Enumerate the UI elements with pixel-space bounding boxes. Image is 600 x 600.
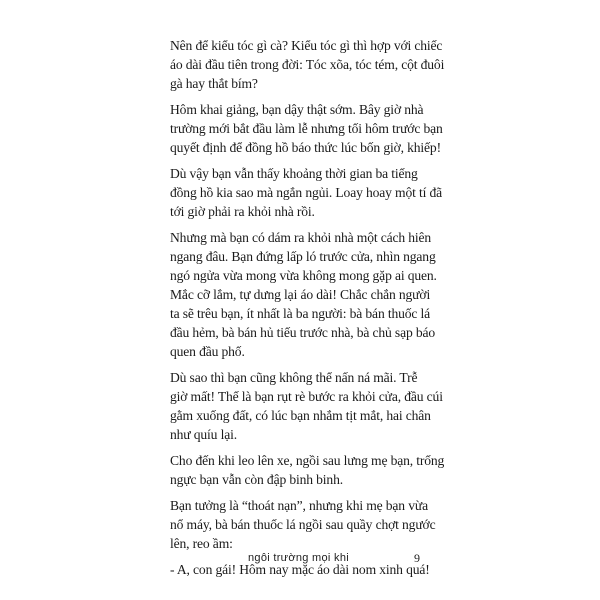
text-line: đầu hẻm, bà bán hủ tiếu trước nhà, bà chủ sạp báo	[170, 325, 436, 340]
text-line: như quíu lại.	[170, 427, 237, 442]
text-line: ngang đâu. Bạn đứng lấp ló trước cửa, nhìn ngang	[170, 249, 436, 264]
text-line: ta sẽ trêu bạn, ít nhất là ba người: bà bán thuốc lá	[170, 306, 431, 321]
text-line: áo dài đầu tiên trong đời: Tóc xõa, tóc tém, cột đuôi	[170, 57, 445, 72]
paragraph	[170, 100, 443, 157]
text-line: ngực bạn vẫn còn đập binh binh.	[170, 472, 343, 487]
text-line: ngó ngửa vừa mong vừa không mong gặp ai quen.	[170, 268, 437, 283]
text-line: Nên để kiểu tóc gì cà? Kiểu tóc gì thì hợp với chiếc	[170, 38, 443, 53]
text-line: gà hay thắt bím?	[170, 76, 258, 91]
text-line: Mắc cỡ lắm, tự dưng lại áo dài! Chắc chắn người	[170, 287, 431, 302]
text-line: nổ máy, bà bán thuốc lá ngồi sau quầy chợt ngước	[170, 517, 436, 532]
text-line: Dù vậy bạn vẫn thấy khoảng thời gian ba tiếng	[170, 166, 418, 181]
text-line: Dù sao thì bạn cũng không thể nấn ná mãi. Trễ	[170, 370, 418, 385]
text-line: gằm xuống đất, có lúc bạn nhắm tịt mắt, hai chân	[170, 408, 431, 423]
text-line: Cho đến khi leo lên xe, ngồi sau lưng mẹ bạn, trống	[170, 453, 445, 468]
paragraph	[170, 368, 443, 444]
paragraph	[170, 496, 436, 553]
text-line: quen đầu phố.	[170, 344, 245, 359]
text-line: giờ mất! Thế là bạn rụt rè bước ra khỏi cửa, đầu cúi	[170, 389, 443, 404]
paragraph	[170, 451, 445, 489]
paragraph	[170, 36, 445, 93]
text-line: tới giờ phải ra khỏi nhà rồi.	[170, 204, 315, 219]
text-line: - A, con gái! Hôm nay mặc áo dài nom xinh quá!	[170, 562, 430, 577]
text-line: đồng hồ kia sao mà ngắn ngủi. Loay hoay một tí đã	[170, 185, 443, 200]
paragraph	[170, 164, 443, 221]
text-line: trường mới bắt đầu làm lễ nhưng tối hôm trước bạn	[170, 121, 443, 136]
page-number: 9	[414, 551, 420, 565]
body-text	[170, 36, 445, 586]
text-line: lên, reo ầm:	[170, 536, 233, 551]
running-title: ngôi trường mọi khi	[248, 552, 349, 564]
text-line: Hôm khai giảng, bạn dậy thật sớm. Bây giờ nhà	[170, 102, 424, 117]
text-line: Bạn tưởng là “thoát nạn”, nhưng khi mẹ bạn vừa	[170, 498, 428, 513]
paragraph	[170, 228, 437, 361]
text-line: quyết định để đồng hồ báo thức lúc bốn giờ, khiếp!	[170, 140, 441, 155]
text-line: Nhưng mà bạn có dám ra khỏi nhà một cách hiên	[170, 230, 432, 245]
